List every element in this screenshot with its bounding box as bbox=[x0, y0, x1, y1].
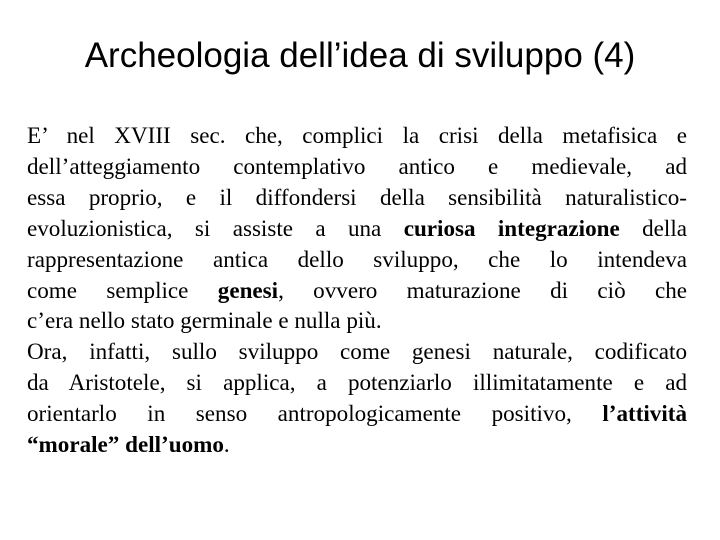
text-line bbox=[27, 275, 687, 306]
slide-body bbox=[27, 120, 687, 460]
paragraph-2 bbox=[27, 336, 687, 460]
text-line bbox=[27, 429, 687, 460]
text-line bbox=[27, 213, 687, 244]
text-segment: E’ nel XVIII sec. che, complici la crisi della metafisica e bbox=[27, 122, 687, 148]
text-line bbox=[27, 398, 687, 429]
text-line bbox=[27, 182, 687, 213]
bold-phrase: genesi bbox=[217, 276, 279, 303]
text-line bbox=[27, 367, 687, 398]
text-line bbox=[27, 120, 687, 151]
bold-phrase: l’attività bbox=[602, 400, 687, 427]
text-segment: c’era nello stato germinale e nulla più. bbox=[27, 307, 382, 334]
text-segment: come semplice bbox=[27, 276, 189, 303]
text-segment: Ora, infatti, sullo sviluppo come genesi naturale, codificato bbox=[27, 338, 687, 365]
text-segment: da Aristotele, si applica, a potenziarlo illimitatamente e ad bbox=[27, 369, 687, 396]
text-segment: . bbox=[223, 431, 230, 458]
bold-phrase: curiosa integrazione bbox=[403, 214, 620, 241]
text-line bbox=[27, 151, 687, 182]
text-segment: dell’atteggiamento contemplativo antico e medievale, ad bbox=[27, 152, 687, 179]
text-line bbox=[27, 244, 687, 275]
text-segment: rappresentazione antica dello sviluppo, che lo intendeva bbox=[27, 245, 687, 272]
text-segment: orientarlo in senso antropologicamente positivo, bbox=[27, 400, 572, 427]
slide-title: Archeologia dell’idea di sviluppo (4) bbox=[84, 36, 636, 75]
text-segment: , ovvero maturazione di ciò che bbox=[278, 276, 687, 303]
text-line bbox=[27, 305, 687, 336]
text-segment: della bbox=[642, 214, 688, 241]
text-segment: essa proprio, e il diffondersi della sensibilità naturalistico- bbox=[27, 183, 687, 210]
paragraph-1 bbox=[27, 120, 687, 336]
text-line bbox=[27, 336, 687, 367]
bold-phrase: “morale” dell’uomo bbox=[27, 431, 224, 458]
text-segment: evoluzionistica, si assiste a una bbox=[27, 214, 382, 241]
